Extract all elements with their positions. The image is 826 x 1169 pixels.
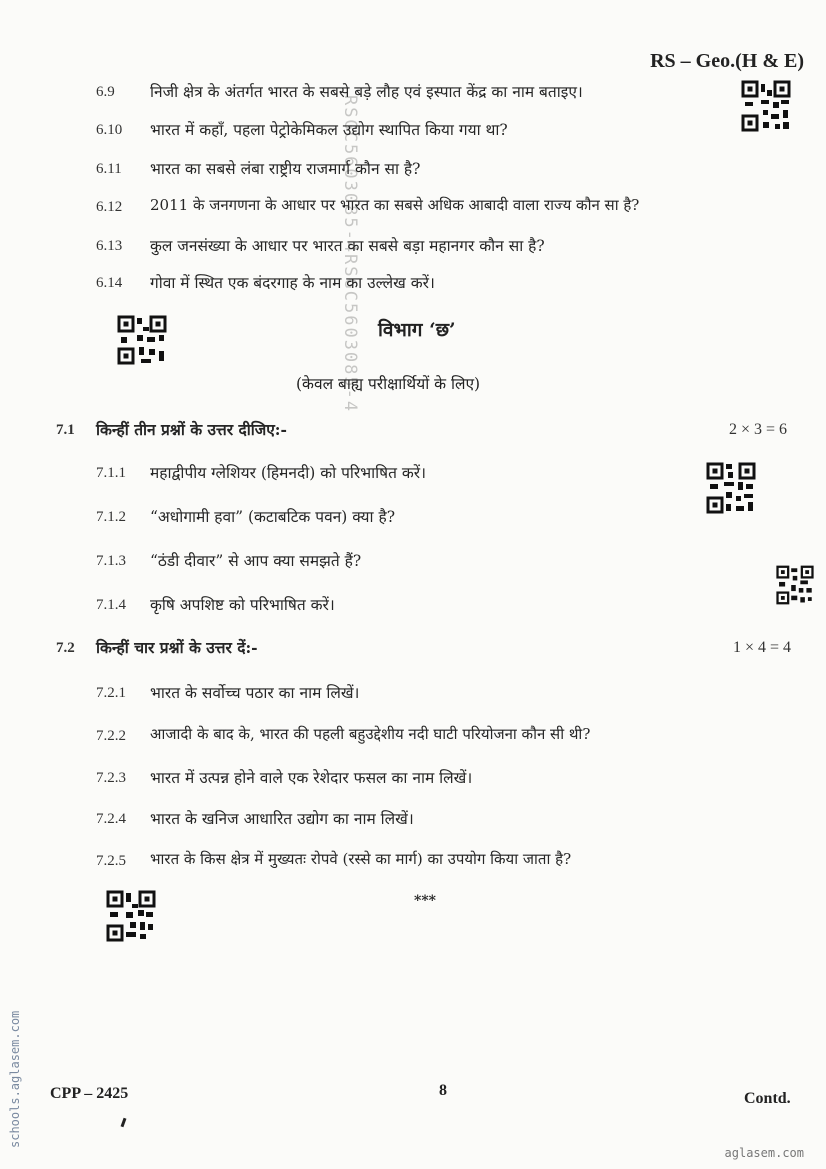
bottom-url: aglasem.com [724,1146,804,1160]
section-title: विभाग ‘छ’ [378,319,456,341]
question-text: आजादी के बाद के, भारत की पहली बहुउद्देशीय नदी घाटी परियोजना कौन सी थी? [150,725,591,743]
question-number: 7.2.2 [96,728,126,744]
question-number: 7.1.4 [96,597,126,613]
question-text: महाद्वीपीय ग्लेशियर (हिमनदी) को परिभाषित करें। [150,464,427,482]
end-marker: *** [414,893,436,909]
question-text: कृषि अपशिष्ट को परिभाषित करें। [150,596,335,614]
question-number: 6.10 [96,122,123,138]
question-number: 7.2.1 [96,685,126,701]
continued-label: Contd. [744,1090,791,1107]
qr-code-icon [776,565,814,605]
question-number: 7.2 [56,640,75,656]
question-text: कुल जनसंख्या के आधार पर भारत का सबसे बड़ा महानगर कौन सा है? [150,237,545,255]
question-number: 6.11 [96,161,122,177]
question-text: निजी क्षेत्र के अंतर्गत भारत के सबसे बड़े लौह एवं इस्पात केंद्र का नाम बताइए। [150,83,583,101]
marks: 1 × 4 = 4 [733,639,792,656]
question-number: 6.9 [96,84,115,100]
question-text: “अधोगामी हवा” (कटाबटिक पवन) क्या है? [150,508,396,526]
paper-code-footer: CPP – 2425 [50,1085,129,1102]
qr-code-icon [117,315,167,365]
question-number: 6.12 [96,199,123,215]
paper-code-header: RS – Geo.(H & E) [650,50,804,72]
question-number: 7.2.4 [96,811,126,827]
pen-mark [121,1118,127,1127]
question-text: “ठंडी दीवार” से आप क्या समझते हैं? [150,552,362,570]
question-text: भारत के खनिज आधारित उद्योग का नाम लिखें। [150,810,414,828]
question-text: गोवा में स्थित एक बंदरगाह के नाम का उल्लेख करें। [150,274,435,292]
qr-code-icon [741,80,791,132]
question-number: 6.13 [96,238,123,254]
watermark: RSGC5603085-4RSGC5603085-4 [340,95,360,414]
side-url: schools.aglasem.com [8,1010,22,1148]
question-number: 7.1 [56,422,75,438]
question-number: 7.2.5 [96,853,126,869]
question-number: 7.2.3 [96,770,126,786]
question-text: किन्हीं तीन प्रश्नों के उत्तर दीजिए:- [96,420,287,439]
question-text: भारत के किस क्षेत्र में मुख्यतः रोपवे (रस्से का मार्ग) का उपयोग किया जाता है? [150,850,572,868]
page-number: 8 [439,1082,447,1099]
qr-code-icon [706,462,756,514]
question-text: भारत में उत्पन्न होने वाले एक रेशेदार फसल का नाम लिखें। [150,769,473,787]
question-number: 6.14 [96,275,123,291]
question-number: 7.1.3 [96,553,126,569]
question-text: किन्हीं चार प्रश्नों के उत्तर दें:- [96,638,258,657]
question-text: 2011 के जनगणना के आधार पर भारत का सबसे अधिक आबादी वाला राज्य कौन सा है? [150,196,640,214]
question-text: भारत के सर्वोच्च पठार का नाम लिखें। [150,684,360,702]
marks: 2 × 3 = 6 [729,421,788,438]
qr-code-icon [106,890,156,942]
question-text: भारत का सबसे लंबा राष्ट्रीय राजमार्ग कौन सा है? [150,160,421,178]
question-text: भारत में कहाँ, पहला पेट्रोकेमिकल उद्योग स्थापित किया गया था? [150,121,508,139]
question-number: 7.1.1 [96,465,126,481]
question-number: 7.1.2 [96,509,126,525]
section-subtitle: (केवल बाह्य परीक्षार्थियों के लिए) [296,375,481,393]
